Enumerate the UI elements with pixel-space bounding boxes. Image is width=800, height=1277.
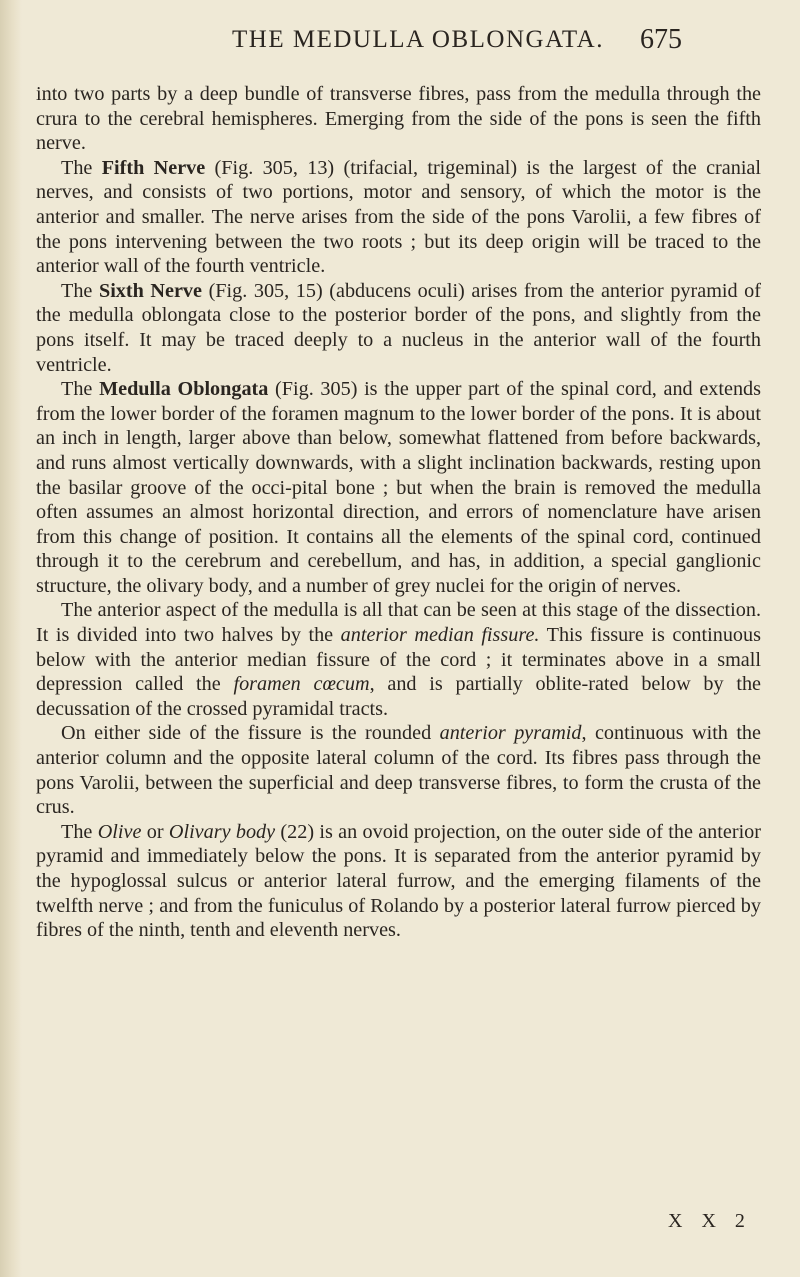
italic-term: Olive: [97, 820, 142, 843]
body-text: [36, 82, 761, 943]
signature-mark: X X 2: [668, 1210, 752, 1232]
text-run: The: [61, 156, 102, 179]
text-run: , continuous with the anterior column and the opposite lateral column of the cord. Its fibres pass through the pons Varolii, between the superficial and deep transverse fibres, to form the crusta of the crus.: [36, 722, 761, 819]
paragraph: [36, 598, 761, 721]
text-run: This fissure is continuous below with the anterior median fissure of the cord ; it terminates above in a small depression called the: [36, 624, 761, 696]
running-title: THE MEDULLA OBLONGATA.: [232, 26, 604, 53]
bold-term: Sixth Nerve: [98, 279, 202, 302]
text-run: On either side of the fissure is the rounded: [61, 722, 440, 745]
paragraph: [36, 156, 761, 279]
text-run: The: [61, 820, 98, 843]
text-run: The: [61, 378, 100, 401]
text-run: (22) is an ovoid projection, on the outer side of the anterior pyramid and immediately below the pons. It is separated from the anterior pyramid by the hypoglossal sulcus or anterior lateral furrow, and the emerging filaments of the twelfth nerve ; and from the funiculus of Rolando by a posterior lateral furrow pierced by fibres of the ninth, tenth and eleventh nerves.: [36, 820, 761, 942]
text-run: The: [61, 279, 99, 302]
italic-term: anterior pyramid: [439, 722, 582, 745]
text-run: (Fig. 305, 15) (abducens oculi) arises from the anterior pyramid of the medulla oblongata close to the posterior border of the pons, and slightly from the pons itself. It may be traced deeply to a nucleus in the anterior wall of the fourth ventricle.: [36, 279, 762, 376]
italic-term: anterior median fissure.: [340, 624, 540, 647]
paragraph: [36, 721, 761, 819]
paragraph: [36, 279, 761, 377]
text-run: , and is partially oblite-rated below by the decussation of the crossed pyramidal tracts.: [36, 673, 762, 720]
page-edge-shadow: [0, 0, 22, 1277]
page-number: 675: [640, 24, 682, 55]
page-header: [0, 26, 800, 66]
text-run: or: [141, 820, 169, 843]
text-run: (Fig. 305) is the upper part of the spinal cord, and extends from the lower border of the foramen magnum to the lower border of the pons. It is about an inch in length, larger above than below, somewhat flattened from before backwards, and runs almost vertically downwards, with a slight inclination backwards, resting upon the basilar groove of the occi-pital bone ; but when the brain is removed the medulla often assumes an almost horizontal direction, and errors of nomenclature have arisen from this change of position. It contains all the elements of the spinal cord, continued through it to the cerebrum and cerebellum, and has, in addition, a special ganglionic structure, the olivary body, and a number of grey nuclei for the origin of nerves.: [36, 378, 761, 597]
paragraph: [36, 820, 761, 943]
paragraph: [36, 82, 761, 156]
bold-term: Medulla Oblongata: [99, 378, 269, 401]
text-run: The anterior aspect of the medulla is all that can be seen at this stage of the dissection. It is divided into two halves by the: [36, 599, 761, 647]
bold-term: Fifth Nerve: [101, 156, 206, 179]
text-run: into two parts by a deep bundle of transverse fibres, pass from the medulla through the crura to the cerebral hemispheres. Emerging from the side of the pons is seen the fifth nerve.: [36, 83, 761, 155]
paragraph: [36, 377, 761, 598]
text-run: (Fig. 305, 13) (trifacial, trigeminal) is the largest of the cranial nerves, and consists of two portions, motor and sensory, of which the motor is the anterior and smaller. The nerve arises from the side of the pons Varolii, a few fibres of the pons intervening between the two roots ; but its deep origin will be traced to the anterior wall of the fourth ventricle.: [36, 156, 761, 278]
italic-term: Olivary body: [168, 820, 276, 843]
italic-term: foramen cœcum: [233, 673, 370, 696]
